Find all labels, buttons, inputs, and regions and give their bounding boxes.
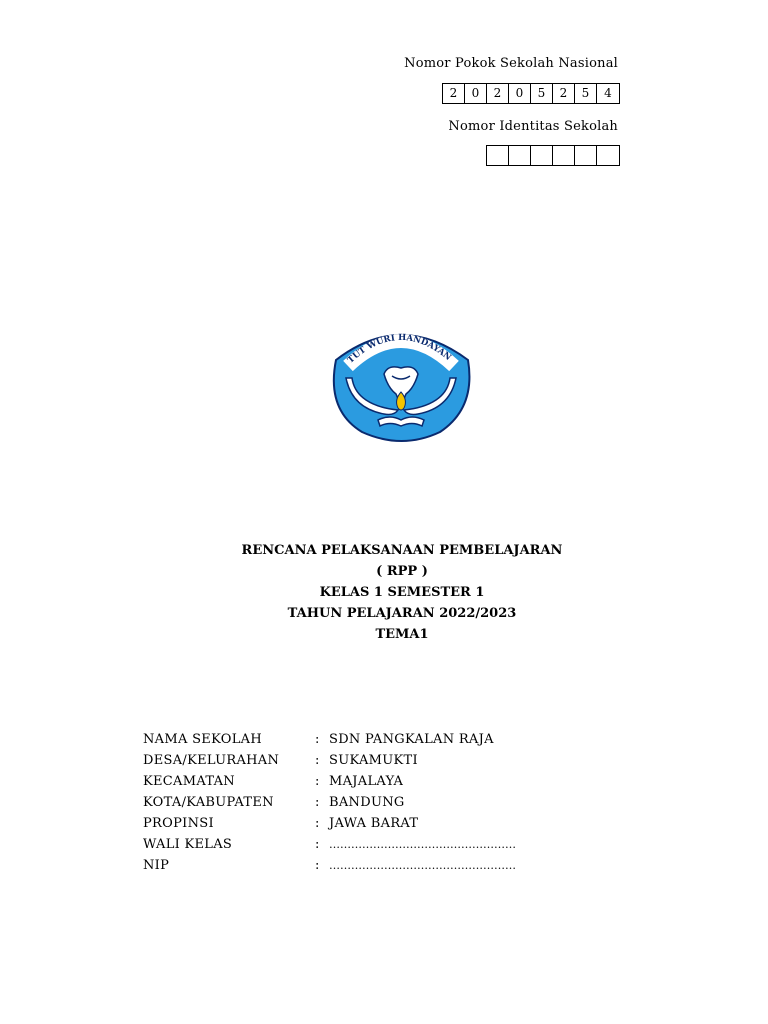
info-label: NAMA SEKOLAH: [143, 732, 262, 747]
info-row: [143, 813, 516, 834]
info-colon: :: [315, 858, 320, 873]
info-colon: :: [315, 774, 320, 789]
info-row: [143, 729, 516, 750]
nis-digit: [509, 146, 531, 165]
document-title: [0, 540, 768, 645]
info-row: [143, 792, 516, 813]
info-label: WALI KELAS: [143, 837, 233, 852]
info-value-blank: ……………………………………………: [329, 838, 516, 851]
info-label: NIP: [143, 858, 170, 873]
info-row: [143, 834, 516, 855]
nis-digit: [597, 146, 619, 165]
npsn-digit: 4: [604, 86, 612, 100]
logo-motto: TUT WURI HANDAYAN: [345, 332, 453, 366]
info-label: KECAMATAN: [143, 774, 235, 789]
nis-digit-boxes: [486, 145, 620, 166]
info-row: [143, 855, 516, 876]
nis-label: Nomor Identitas Sekolah: [448, 119, 618, 134]
info-colon: :: [315, 795, 320, 810]
info-colon: :: [315, 816, 320, 831]
title-line: TAHUN PELAJARAN 2022/2023: [287, 606, 517, 621]
npsn-digit: 2: [443, 84, 465, 103]
npsn-digit: 2: [553, 84, 575, 103]
info-value: SUKAMUKTI: [329, 753, 418, 768]
info-colon: :: [315, 837, 320, 852]
npsn-digit: 0: [509, 84, 531, 103]
info-label: PROPINSI: [143, 816, 214, 831]
info-value: BANDUNG: [329, 795, 405, 810]
nis-digit: [575, 146, 597, 165]
info-value: SDN PANGKALAN RAJA: [329, 732, 494, 747]
info-colon: :: [315, 753, 320, 768]
info-label: KOTA/KABUPATEN: [143, 795, 274, 810]
info-value: JAWA BARAT: [329, 816, 419, 831]
npsn-digit: 0: [465, 84, 487, 103]
npsn-digit: 5: [575, 84, 597, 103]
title-line: RENCANA PELAKSANAAN PEMBELAJARAN: [241, 543, 563, 558]
title-line: KELAS 1 SEMESTER 1: [319, 585, 485, 600]
nis-digit: [531, 146, 553, 165]
npsn-digit: 5: [531, 84, 553, 103]
nis-digit: [487, 146, 509, 165]
nis-digit: [553, 146, 575, 165]
npsn-label: Nomor Pokok Sekolah Nasional: [404, 56, 618, 71]
info-row: [143, 750, 516, 771]
info-value-blank: ……………………………………………: [329, 859, 516, 872]
title-line: ( RPP ): [376, 564, 428, 579]
npsn-digit-boxes: [442, 83, 620, 104]
tut-wuri-handayani-logo: [322, 316, 480, 446]
info-colon: :: [315, 732, 320, 747]
title-line: TEMA1: [375, 627, 429, 642]
info-value: MAJALAYA: [329, 774, 404, 789]
school-info-table: [143, 729, 516, 876]
npsn-digit: 2: [487, 84, 509, 103]
info-label: DESA/KELURAHAN: [143, 753, 280, 768]
info-row: [143, 771, 516, 792]
